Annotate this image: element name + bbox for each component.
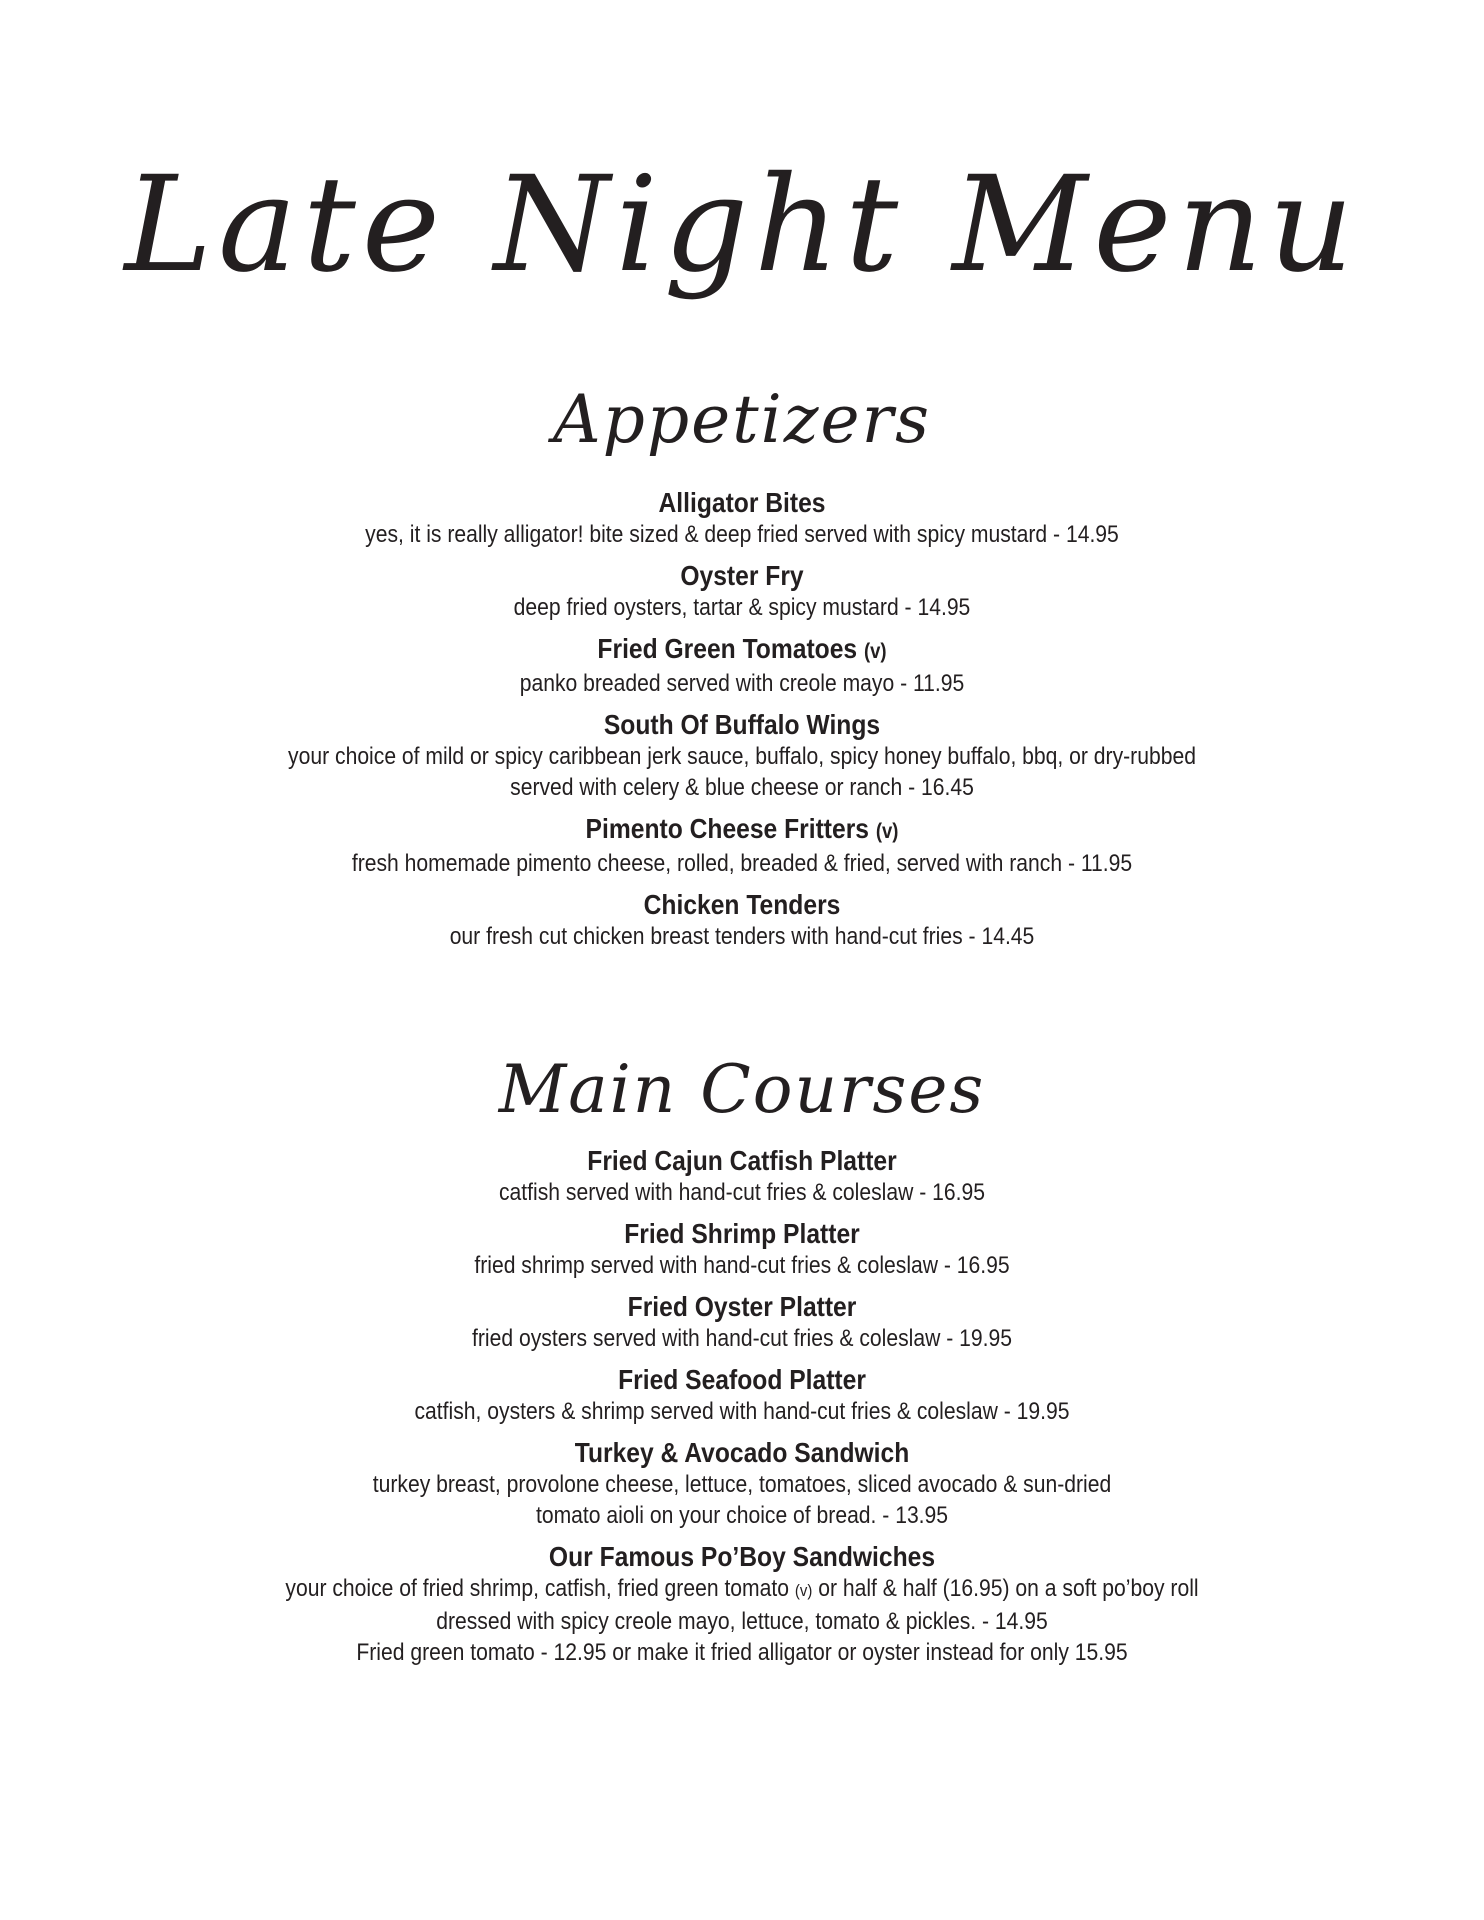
vegetarian-tag: (v) [875,820,899,843]
item-description: catfish, oysters & shrimp served with hand-cut fries & coleslaw - 19.95 [414,1398,1070,1425]
item-description: our fresh cut chicken breast tenders with hand-cut fries - 14.45 [449,923,1035,950]
menu-item [0,486,1484,550]
item-name: Pimento Cheese Fritters (v) [585,813,899,844]
menu-item [0,632,1484,699]
menu-item [0,1540,1484,1668]
menu-item [0,888,1484,952]
item-name: Alligator Bites [658,487,826,518]
menu-item [0,1363,1484,1427]
item-name: Oyster Fry [680,560,804,591]
item-description: fried shrimp served with hand-cut fries & coleslaw - 16.95 [474,1252,1010,1279]
item-name: Fried Seafood Platter [618,1364,866,1395]
item-description-line: served with celery & blue cheese or ranch - 16.45 [510,774,974,801]
section-heading-appetizers: Appetizers [552,381,932,458]
item-description: catfish served with hand-cut fries & coleslaw - 16.95 [498,1179,985,1206]
vegetarian-tag: (v) [863,640,887,663]
section-heading-main-courses: Main Courses [498,1051,986,1128]
vegetarian-tag: (v) [794,1581,813,1600]
item-description-line: tomato aioli on your choice of bread. - 13.95 [535,1502,949,1529]
item-description-line: turkey breast, provolone cheese, lettuce, tomatoes, sliced avocado & sun-dried [372,1471,1112,1498]
item-name: Our Famous Po’Boy Sandwiches [548,1541,936,1572]
menu-item [0,1290,1484,1354]
item-name: Fried Green Tomatoes (v) [597,633,887,664]
item-description: fried oysters served with hand-cut fries & coleslaw - 19.95 [472,1325,1012,1352]
menu-item [0,1217,1484,1281]
menu-item [0,708,1484,803]
item-description-line: your choice of fried shrimp, catfish, fried green tomato (v) or half & half (16.95) on a soft po’boy roll [285,1575,1199,1602]
item-name: Fried Oyster Platter [627,1291,857,1322]
menu-title: Late Night Menu [124,148,1360,302]
item-description-line: your choice of mild or spicy caribbean jerk sauce, buffalo, spicy honey buffalo, bbq, or dry-rubbed [288,743,1196,770]
appetizers-list [0,486,1484,961]
menu-item [0,1436,1484,1531]
item-name: Chicken Tenders [643,889,841,920]
item-description: deep fried oysters, tartar & spicy mustard - 14.95 [513,594,971,621]
menu-item [0,1144,1484,1208]
item-description: panko breaded served with creole mayo - 11.95 [519,670,965,697]
menu-item [0,559,1484,623]
item-description: yes, it is really alligator! bite sized & deep fried served with spicy mustard - 14.95 [365,521,1119,548]
main-courses-list [0,1144,1484,1677]
item-name: Fried Shrimp Platter [624,1218,860,1249]
item-description: fresh homemade pimento cheese, rolled, breaded & fried, served with ranch - 11.95 [351,850,1133,877]
item-name: South Of Buffalo Wings [603,709,881,740]
item-name: Fried Cajun Catfish Platter [587,1145,897,1176]
item-description-line: dressed with spicy creole mayo, lettuce, tomato & pickles. - 14.95 [436,1608,1048,1635]
item-name: Turkey & Avocado Sandwich [574,1437,910,1468]
item-description-line: Fried green tomato - 12.95 or make it fried alligator or oyster instead for only 15.95 [356,1639,1128,1666]
menu-item [0,812,1484,879]
